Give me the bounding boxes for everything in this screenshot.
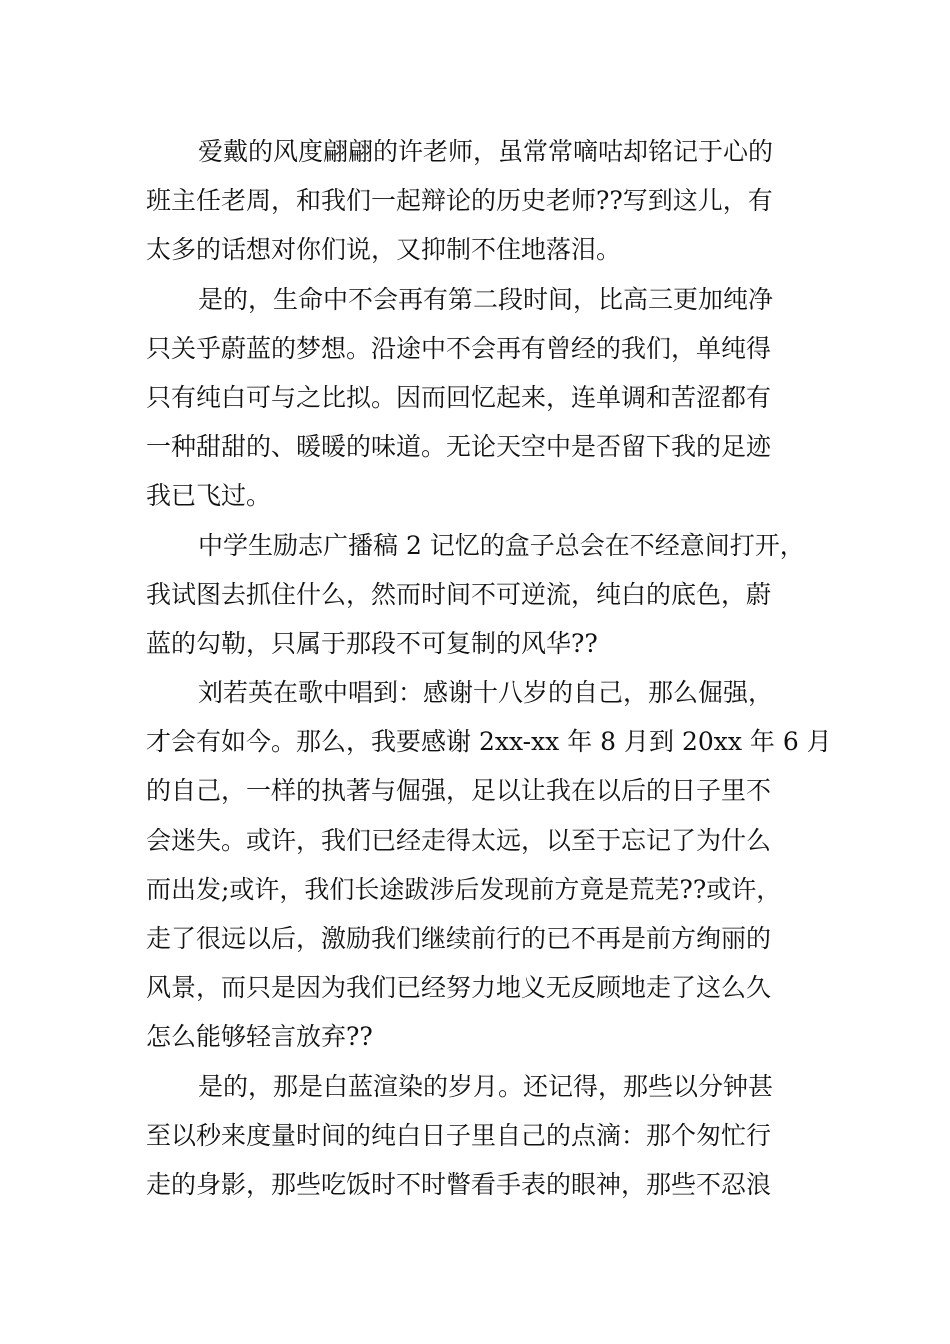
paragraph-5 [146, 1062, 806, 1210]
text-line: 是的，那是白蓝渲染的岁月。还记得，那些以分钟甚 [198, 1071, 774, 1101]
paragraph-3 [146, 521, 806, 669]
text-line: 班主任老周，和我们一起辩论的历史老师??写到这儿，有 [146, 186, 773, 216]
text-line: 而出发;或许，我们长途跋涉后发现前方竟是荒芜??或许， [146, 874, 782, 904]
text-line: 是的，生命中不会再有第二段时间，比高三更加纯净 [198, 284, 774, 314]
text-line: 蓝的勾勒，只属于那段不可复制的风华?? [146, 628, 598, 658]
text-line: 风景，而只是因为我们已经努力地义无反顾地走了这么久 [146, 973, 772, 1003]
text-line: 走了很远以后，激励我们继续前行的已不再是前方绚丽的 [146, 924, 772, 953]
text-line: 会迷失。或许，我们已经走得太远，以至于忘记了为什么 [146, 825, 772, 855]
paragraph-4 [146, 668, 832, 1062]
text-line: 刘若英在歌中唱到：感谢十八岁的自己，那么倔强， [198, 678, 774, 708]
text-line: 怎么能够轻言放弃?? [146, 1022, 373, 1052]
paragraph-1 [146, 127, 806, 275]
text-line: 我已飞过。 [146, 481, 272, 511]
paragraph-2 [146, 275, 806, 521]
text-line: 的自己，一样的执著与倔强，足以让我在以后的日子里不 [146, 776, 772, 806]
text-line: 至以秒来度量时间的纯白日子里自己的点滴：那个匆忙行 [146, 1120, 772, 1150]
text-line: 中学生励志广播稿 2 记忆的盒子总会在不经意间打开， [198, 530, 805, 560]
text-line: 走的身影，那些吃饭时不时瞥看手表的眼神，那些不忍浪 [146, 1169, 772, 1199]
text-line: 太多的话想对你们说，又抑制不住地落泪。 [146, 235, 622, 265]
text-line: 一种甜甜的、暖暖的味道。无论天空中是否留下我的足迹 [146, 432, 772, 462]
text-line: 只有纯白可与之比拟。因而回忆起来，连单调和苦涩都有 [146, 382, 772, 412]
text-line: 爱戴的风度翩翩的许老师，虽常常嘀咕却铭记于心的 [198, 137, 774, 166]
text-line: 我试图去抓住什么，然而时间不可逆流，纯白的底色，蔚 [146, 579, 772, 609]
text-line: 只关乎蔚蓝的梦想。沿途中不会再有曾经的我们，单纯得 [146, 333, 772, 363]
document-body [146, 127, 832, 1209]
text-line: 才会有如今。那么，我要感谢 2xx-xx 年 8 月到 20xx 年 6 月 [146, 727, 832, 757]
